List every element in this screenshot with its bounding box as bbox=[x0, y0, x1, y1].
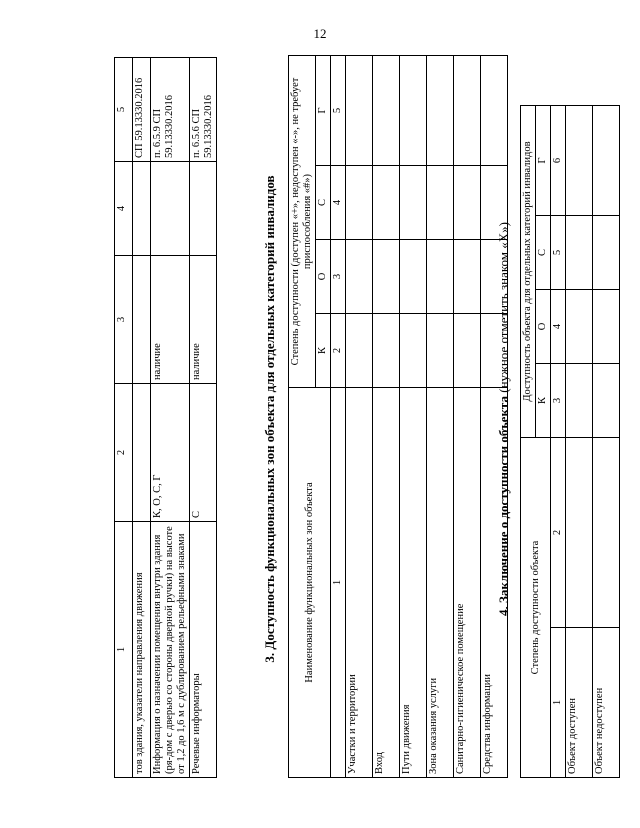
norm-value: наличие bbox=[151, 256, 190, 384]
categories-cell: С bbox=[190, 384, 217, 522]
column-number-row bbox=[551, 106, 566, 778]
norm-reference: п. 6.5.9 СП 59.13330.2016 bbox=[151, 58, 190, 162]
col-number: 4 bbox=[551, 290, 566, 364]
table-row bbox=[190, 58, 217, 778]
col-number: 2 bbox=[115, 384, 133, 522]
category-label: К bbox=[316, 314, 331, 388]
section4-heading bbox=[496, 54, 512, 784]
norm-value bbox=[133, 256, 151, 384]
degree-header: Степень доступности (доступен «+», недоступен «-», не требует приспособления «#») bbox=[289, 56, 316, 388]
col-number: 2 bbox=[331, 314, 346, 388]
col-number: 4 bbox=[331, 166, 346, 240]
zone-name: Санитарно-гигиеническое помещение bbox=[454, 388, 481, 778]
table-row bbox=[400, 56, 427, 778]
table-row bbox=[151, 58, 190, 778]
col-number: 2 bbox=[551, 438, 566, 628]
table-row bbox=[346, 56, 373, 778]
zone-name: Зона оказания услуги bbox=[427, 388, 454, 778]
actual-value bbox=[133, 162, 151, 256]
functional-zones-table bbox=[288, 55, 508, 778]
norm-value: наличие bbox=[190, 256, 217, 384]
zone-name: Средства информации bbox=[481, 388, 508, 778]
category-label: Г bbox=[316, 56, 331, 166]
conclusion-label: Объект недоступен bbox=[593, 628, 620, 778]
col-number: 1 bbox=[115, 522, 133, 778]
zone-name: Пути движения bbox=[400, 388, 427, 778]
col-number: 3 bbox=[551, 364, 566, 438]
category-label: Г bbox=[536, 106, 551, 216]
norm-reference: СП 59.13330.2016 bbox=[133, 58, 151, 162]
table-row bbox=[427, 56, 454, 778]
category-label: К bbox=[536, 364, 551, 438]
col-number: 1 bbox=[331, 388, 346, 778]
section3-heading: 3. Доступность функциональных зон объекта для отдельных категорий инвалидов bbox=[262, 175, 277, 663]
category-label: С bbox=[316, 166, 331, 240]
accessibility-conclusion-table bbox=[520, 105, 620, 778]
col-number: 6 bbox=[551, 106, 566, 216]
section4-title: 4. Заключение о доступности объекта bbox=[496, 396, 511, 616]
category-label: О bbox=[316, 240, 331, 314]
page-number: 12 bbox=[313, 26, 327, 41]
actual-value bbox=[190, 162, 217, 256]
col-number: 4 bbox=[115, 162, 133, 256]
zone-name: Участки и территории bbox=[346, 388, 373, 778]
table-row bbox=[454, 56, 481, 778]
column-number-row bbox=[331, 56, 346, 778]
zone-name-header: Наименование функциональных зон объекта bbox=[289, 388, 331, 778]
rotated-page-content bbox=[112, 54, 632, 784]
zone-name: Вход bbox=[373, 388, 400, 778]
degree-header: Степень доступности объекта bbox=[521, 438, 551, 778]
col-number: 5 bbox=[331, 56, 346, 166]
categories-cell: К, О, С, Г bbox=[151, 384, 190, 522]
continued-requirements-table bbox=[114, 57, 217, 778]
norm-reference: п. 6.5.6 СП 59.13330.2016 bbox=[190, 58, 217, 162]
table-row bbox=[566, 106, 593, 778]
access-header: Доступность объекта для отдельных категорий инвалидов bbox=[521, 106, 536, 438]
col-number: 3 bbox=[331, 240, 346, 314]
table-row bbox=[593, 106, 620, 778]
actual-value bbox=[151, 162, 190, 256]
col-number: 5 bbox=[115, 58, 133, 162]
requirement-name: Речевые информаторы bbox=[190, 522, 217, 778]
column-number-row bbox=[115, 58, 133, 778]
category-label: С bbox=[536, 216, 551, 290]
conclusion-label: Объект доступен bbox=[566, 628, 593, 778]
section4-note: (нужное отметить знаком «Х») bbox=[496, 222, 511, 397]
col-number: 3 bbox=[115, 256, 133, 384]
col-number: 5 bbox=[551, 216, 566, 290]
table-row bbox=[133, 58, 151, 778]
table-row bbox=[373, 56, 400, 778]
requirement-name: тов здания, указатели направления движения bbox=[133, 522, 151, 778]
requirement-name: Информация о назначении помещения внутри здания (ря-дом с дверью со стороны дверной ручки) на высоте от 1,2 до 1,6 м с дублированием рельефными знаками bbox=[151, 522, 190, 778]
categories-cell bbox=[133, 384, 151, 522]
col-number: 1 bbox=[551, 628, 566, 778]
category-label: О bbox=[536, 290, 551, 364]
